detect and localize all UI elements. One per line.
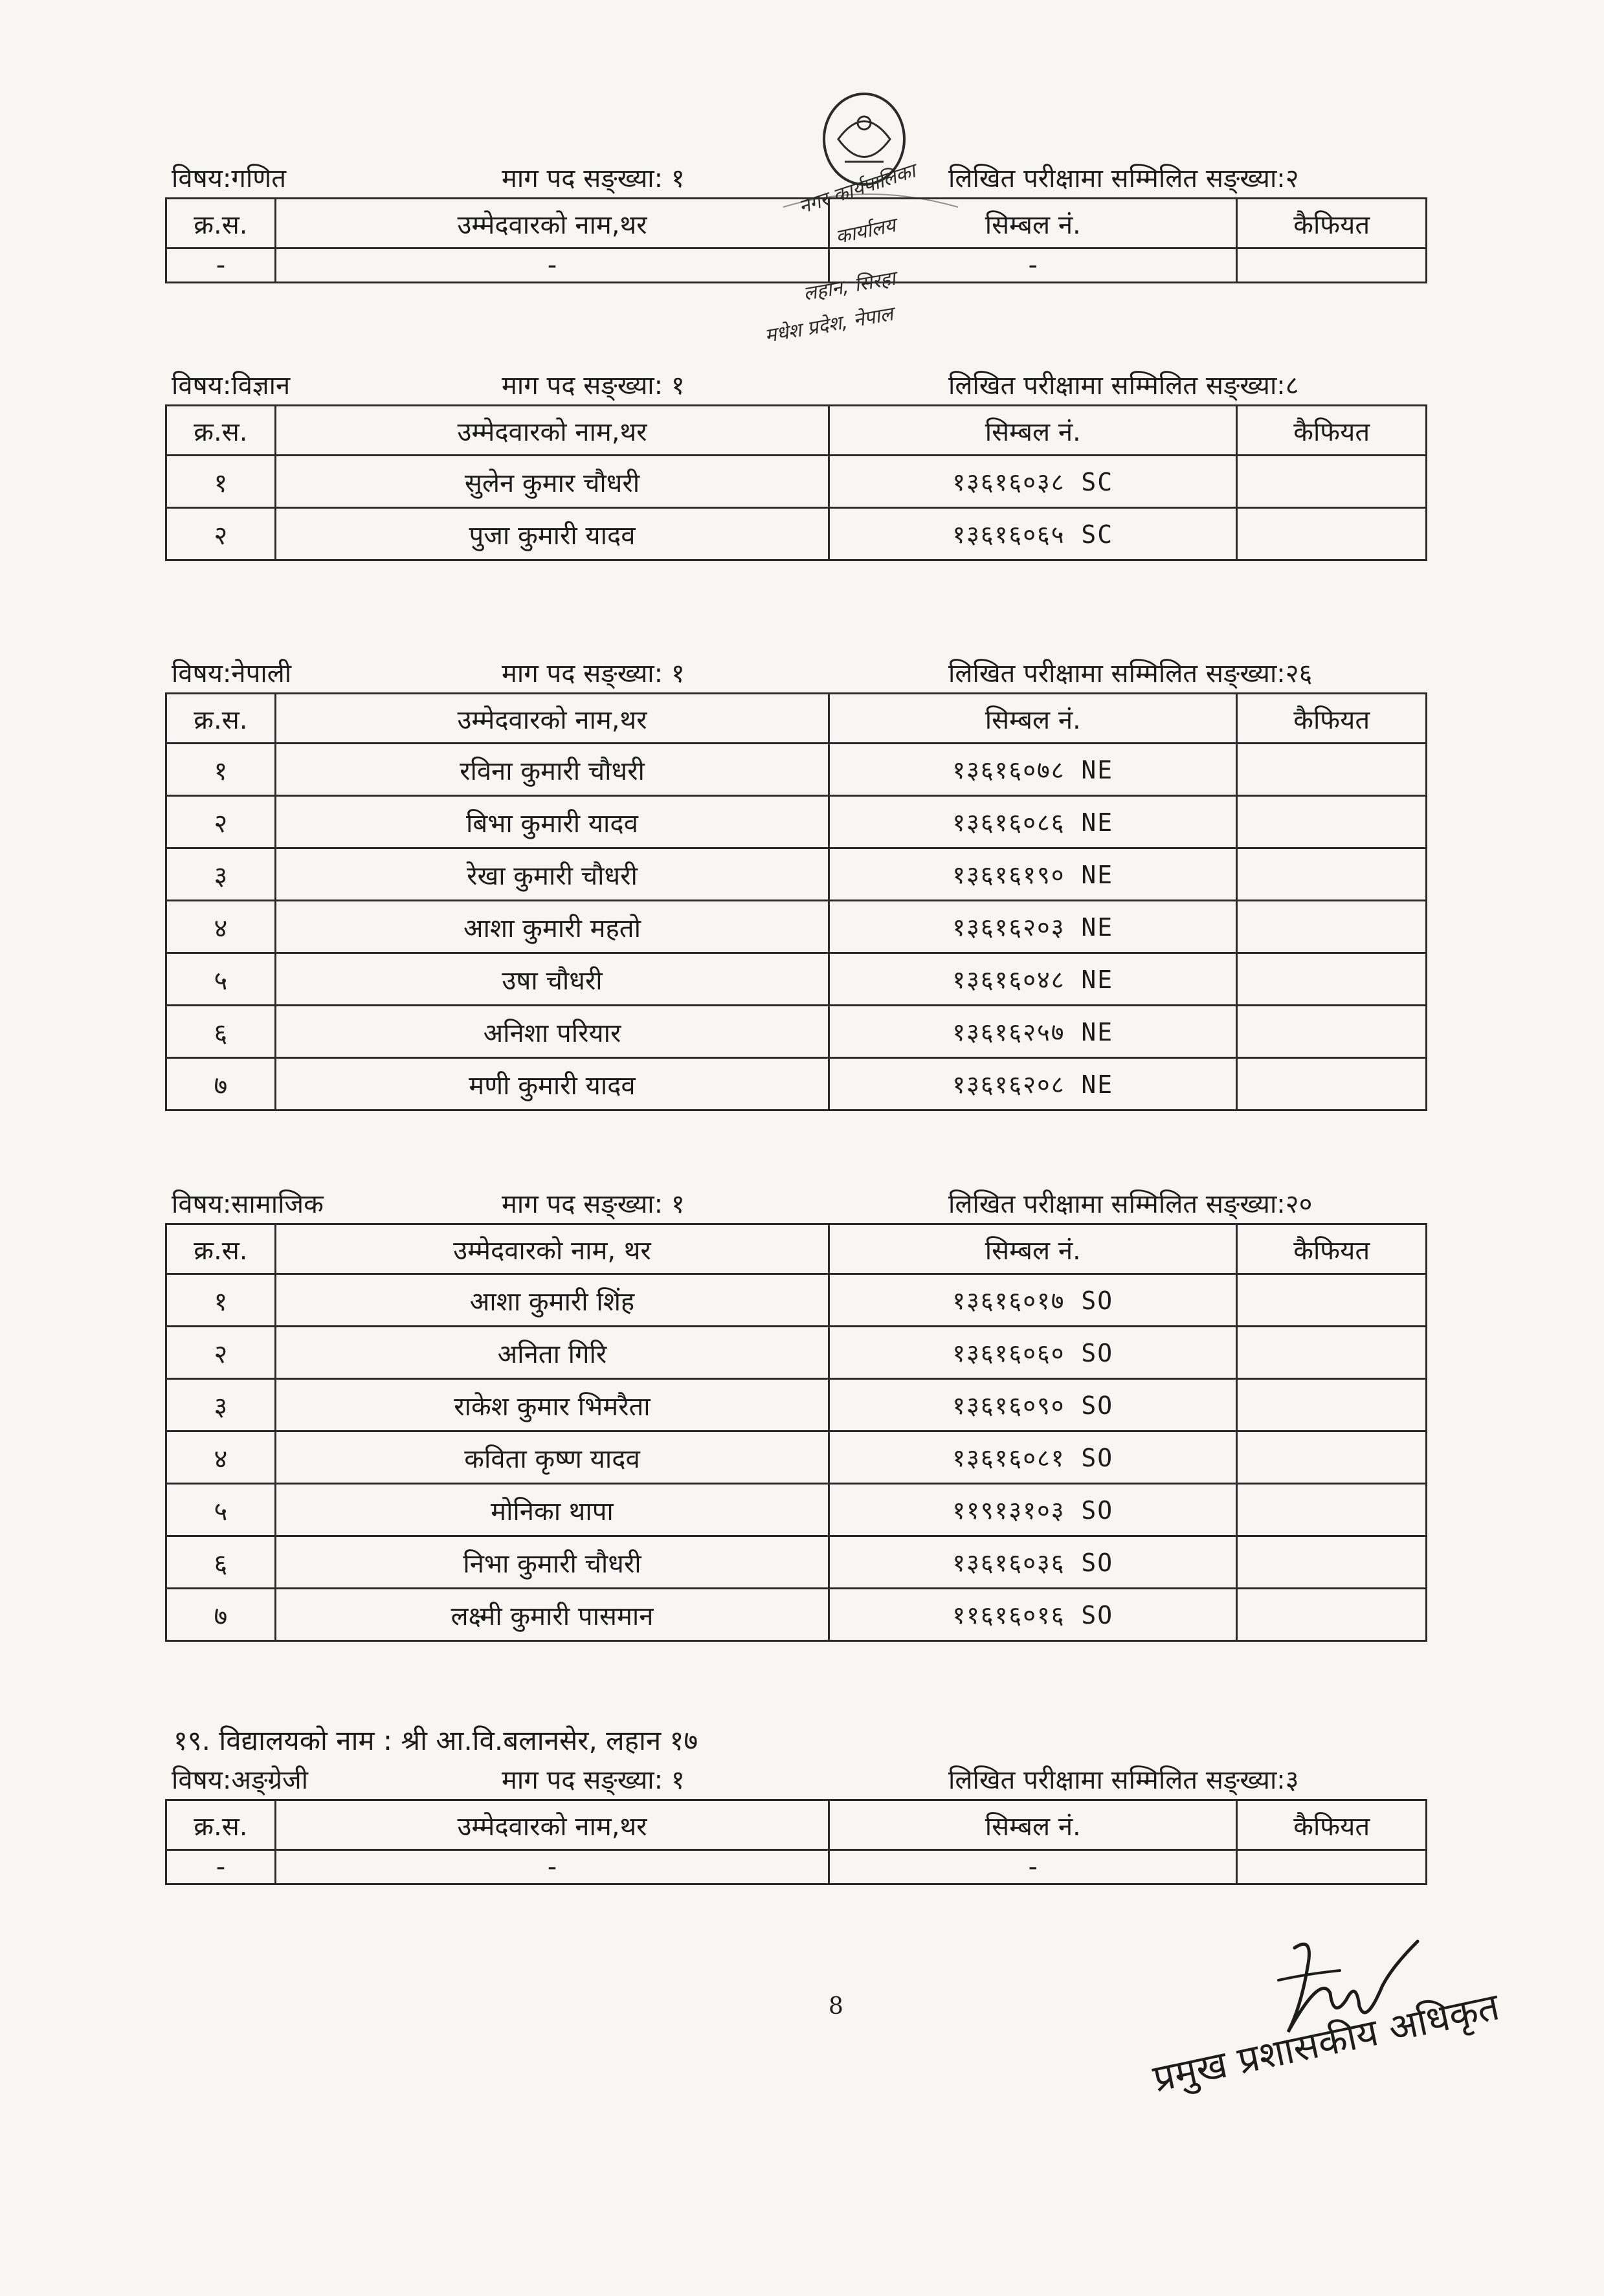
cell-symbol: १३६१६०७८ NE [829, 744, 1237, 796]
participant-count: लिखित परीक्षामा सम्मिलित सङ्ख्या:२६ [948, 659, 1313, 689]
cell-symbol: १३६१६१९० NE [829, 848, 1237, 901]
table-header-row [166, 406, 1427, 456]
cell-remarks [1237, 1484, 1427, 1536]
cell-name: राकेश कुमार भिमरैता [275, 1379, 829, 1431]
cell-remarks [1237, 1536, 1427, 1589]
cell-remarks [1237, 953, 1427, 1006]
table-row [166, 1850, 1427, 1884]
cell-remarks [1237, 1850, 1427, 1884]
cell-remarks [1237, 1589, 1427, 1641]
section-header [165, 1184, 1427, 1223]
demand-count: माग पद सङ्ख्या: १ [502, 659, 685, 689]
cell-name: अनिता गिरि [275, 1327, 829, 1379]
cell-sn: ७ [166, 1589, 276, 1641]
cell-sn: ५ [166, 1484, 276, 1536]
table-row [166, 953, 1427, 1006]
cell-name: अनिशा परियार [275, 1006, 829, 1058]
table-row [166, 1327, 1427, 1379]
header-name: उम्मेदवारको नाम,थर [275, 406, 829, 456]
cell-symbol: १३६१६२०३ NE [829, 901, 1237, 953]
header-symbol: सिम्बल नं. [829, 1224, 1237, 1274]
cell-sn: ३ [166, 848, 276, 901]
cell-symbol: १३६१६२०८ NE [829, 1058, 1237, 1110]
participant-count: लिखित परीक्षामा सम्मिलित सङ्ख्या:२ [948, 164, 1299, 193]
table-header-row [166, 1224, 1427, 1274]
cell-symbol: १३६१६०६५ SC [829, 508, 1237, 560]
section-english [165, 1760, 1427, 1885]
cell-remarks [1237, 1327, 1427, 1379]
cell-name: - [275, 248, 829, 283]
candidate-table [165, 692, 1427, 1111]
cell-symbol: १३६१६२५७ NE [829, 1006, 1237, 1058]
cell-name: - [275, 1850, 829, 1884]
cell-sn: २ [166, 1327, 276, 1379]
stamp-line-2: कार्यालय [833, 214, 898, 249]
section-header [165, 654, 1427, 692]
header-symbol: सिम्बल नं. [829, 406, 1237, 456]
header-name: उम्मेदवारको नाम,थर [275, 694, 829, 744]
section-nepali [165, 654, 1427, 1111]
table-row [166, 1006, 1427, 1058]
cell-remarks [1237, 848, 1427, 901]
cell-sn: ५ [166, 953, 276, 1006]
cell-name: निभा कुमारी चौधरी [275, 1536, 829, 1589]
section-science [165, 366, 1427, 561]
subject-label: विषय:सामाजिक [172, 1189, 324, 1219]
candidate-table [165, 404, 1427, 561]
cell-sn: १ [166, 456, 276, 508]
subject-label: विषय:नेपाली [172, 659, 292, 689]
cell-sn: ६ [166, 1006, 276, 1058]
cell-sn: २ [166, 796, 276, 848]
header-name: उम्मेदवारको नाम,थर [275, 1800, 829, 1850]
cell-symbol: ११९१३१०३ SO [829, 1484, 1237, 1536]
demand-count: माग पद सङ्ख्या: १ [502, 1765, 685, 1795]
table-row [166, 248, 1427, 283]
table-header-row [166, 199, 1427, 248]
subject-label: विषय:अङ्ग्रेजी [172, 1765, 309, 1795]
stamp-line-4: मधेश प्रदेश, नेपाल [763, 302, 895, 348]
cell-name: आशा कुमारी शिंह [275, 1274, 829, 1327]
demand-count: माग पद सङ्ख्या: १ [502, 164, 685, 193]
header-sn: क्र.स. [166, 1224, 276, 1274]
table-row [166, 744, 1427, 796]
stamp-line-3: लहान, सिरहा [801, 267, 898, 306]
cell-sn: ६ [166, 1536, 276, 1589]
cell-symbol: - [829, 1850, 1237, 1884]
table-header-row [166, 694, 1427, 744]
header-remarks: कैफियत [1237, 199, 1427, 248]
cell-name: रेखा कुमारी चौधरी [275, 848, 829, 901]
header-remarks: कैफियत [1237, 406, 1427, 456]
cell-name: बिभा कुमारी यादव [275, 796, 829, 848]
header-sn: क्र.स. [166, 1800, 276, 1850]
table-row [166, 1536, 1427, 1589]
cell-symbol: - [829, 248, 1237, 283]
cell-symbol: १३६१६०४८ NE [829, 953, 1237, 1006]
cell-name: मणी कुमारी यादव [275, 1058, 829, 1110]
cell-name: सुलेन कुमार चौधरी [275, 456, 829, 508]
cell-sn: १ [166, 1274, 276, 1327]
cell-remarks [1237, 1058, 1427, 1110]
section-header [165, 366, 1427, 404]
table-row [166, 1058, 1427, 1110]
section-social [165, 1184, 1427, 1642]
cell-remarks [1237, 744, 1427, 796]
cell-symbol: १३६१६०९० SO [829, 1379, 1237, 1431]
cell-remarks [1237, 456, 1427, 508]
header-remarks: कैफियत [1237, 1224, 1427, 1274]
cell-name: आशा कुमारी महतो [275, 901, 829, 953]
cell-name: उषा चौधरी [275, 953, 829, 1006]
table-row [166, 848, 1427, 901]
cell-sn: ४ [166, 1431, 276, 1484]
header-sn: क्र.स. [166, 694, 276, 744]
cell-sn: १ [166, 744, 276, 796]
header-symbol: सिम्बल नं. [829, 1800, 1237, 1850]
cell-symbol: १३६१६०८६ NE [829, 796, 1237, 848]
demand-count: माग पद सङ्ख्या: १ [502, 371, 685, 401]
table-row [166, 456, 1427, 508]
cell-name: मोनिका थापा [275, 1484, 829, 1536]
subject-label: विषय:विज्ञान [172, 371, 291, 401]
cell-remarks [1237, 248, 1427, 283]
page-number: 8 [829, 1993, 843, 2020]
table-row [166, 1379, 1427, 1431]
section-math [165, 159, 1427, 283]
cell-remarks [1237, 1379, 1427, 1431]
cell-remarks [1237, 1431, 1427, 1484]
header-sn: क्र.स. [166, 406, 276, 456]
cell-symbol: १३६१६०३८ SC [829, 456, 1237, 508]
cell-sn: - [166, 1850, 276, 1884]
cell-sn: ३ [166, 1379, 276, 1431]
table-row [166, 1484, 1427, 1536]
header-symbol: सिम्बल नं. [829, 694, 1237, 744]
header-name: उम्मेदवारको नाम,थर [275, 199, 829, 248]
table-row [166, 1589, 1427, 1641]
demand-count: माग पद सङ्ख्या: १ [502, 1189, 685, 1219]
cell-name: कविता कृष्ण यादव [275, 1431, 829, 1484]
cell-remarks [1237, 1274, 1427, 1327]
candidate-table [165, 1799, 1427, 1885]
participant-count: लिखित परीक्षामा सम्मिलित सङ्ख्या:३ [948, 1765, 1299, 1795]
section-header [165, 1760, 1427, 1799]
cell-remarks [1237, 508, 1427, 560]
participant-count: लिखित परीक्षामा सम्मिलित सङ्ख्या:२० [948, 1189, 1313, 1219]
cell-sn: २ [166, 508, 276, 560]
cell-name: लक्ष्मी कुमारी पासमान [275, 1589, 829, 1641]
table-row [166, 901, 1427, 953]
cell-symbol: १३६१६०८१ SO [829, 1431, 1237, 1484]
cell-name: पुजा कुमारी यादव [275, 508, 829, 560]
subject-label: विषय:गणित [172, 164, 286, 193]
cell-symbol: १३६१६०६० SO [829, 1327, 1237, 1379]
header-name: उम्मेदवारको नाम, थर [275, 1224, 829, 1274]
cell-sn: ७ [166, 1058, 276, 1110]
table-header-row [166, 1800, 1427, 1850]
section-header [165, 159, 1427, 197]
table-row [166, 508, 1427, 560]
header-symbol: सिम्बल नं. [829, 199, 1237, 248]
officer-title: प्रमुख प्रशासकीय अधिकृत [1149, 1984, 1503, 2101]
header-sn: क्र.स. [166, 199, 276, 248]
cell-symbol: १३६१६०३६ SO [829, 1536, 1237, 1589]
cell-symbol: १३६१६०१७ SO [829, 1274, 1237, 1327]
cell-remarks [1237, 796, 1427, 848]
candidate-table [165, 1223, 1427, 1642]
cell-name: रविना कुमारी चौधरी [275, 744, 829, 796]
header-remarks: कैफियत [1237, 694, 1427, 744]
cell-sn: ४ [166, 901, 276, 953]
school-name-line: १९. विद्यालयको नाम : श्री आ.वि.बलानसेर, लहान १७ [173, 1725, 698, 1756]
cell-remarks [1237, 901, 1427, 953]
participant-count: लिखित परीक्षामा सम्मिलित सङ्ख्या:८ [948, 371, 1299, 401]
cell-symbol: ११६१६०१६ SO [829, 1589, 1237, 1641]
header-remarks: कैफियत [1237, 1800, 1427, 1850]
candidate-table [165, 197, 1427, 283]
table-row [166, 1274, 1427, 1327]
cell-sn: - [166, 248, 276, 283]
stamp-line-1: नगर कार्यपालिका [796, 159, 919, 219]
table-row [166, 1431, 1427, 1484]
cell-remarks [1237, 1006, 1427, 1058]
table-row [166, 796, 1427, 848]
